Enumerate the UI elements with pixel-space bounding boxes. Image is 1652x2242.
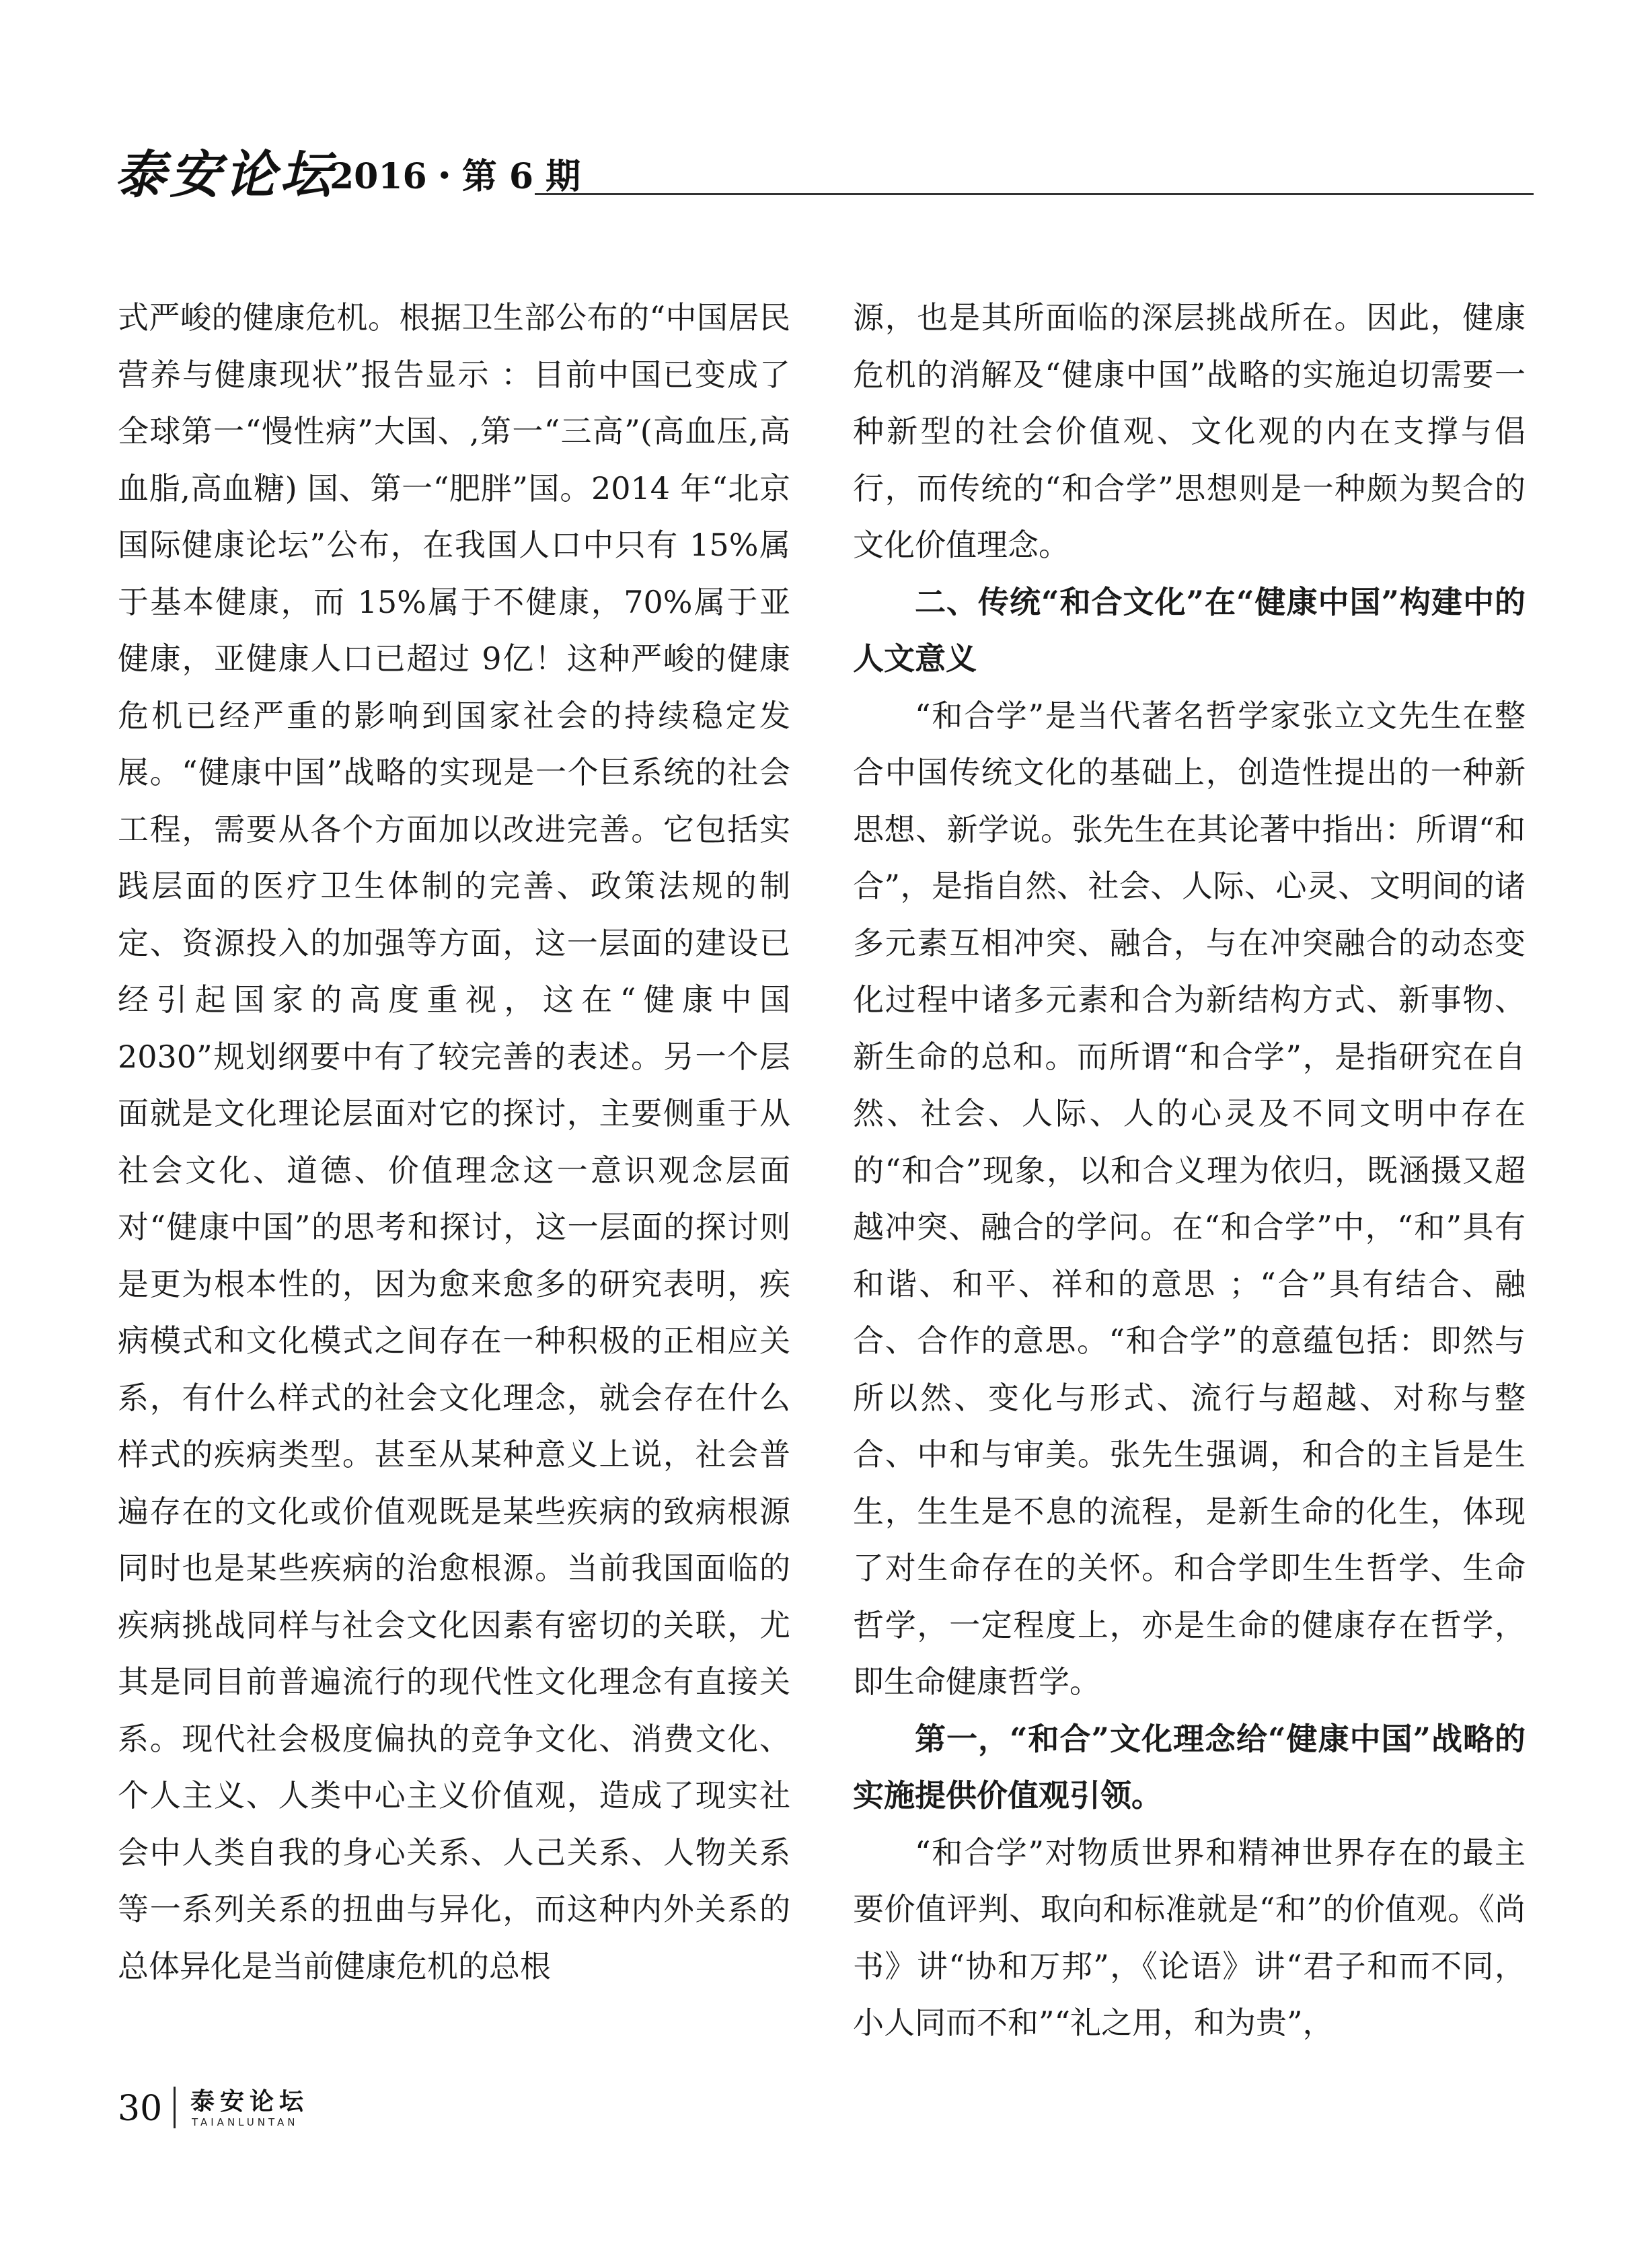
header-rule	[535, 193, 1534, 195]
footer-divider	[174, 2087, 176, 2128]
subsection-heading: 第一，“和合”文化理念给“健康中国”战略的实施提供价值观引领。	[853, 1720, 1526, 1814]
page-header	[114, 145, 1534, 205]
body-paragraph: 源，也是其所面临的深层挑战所在。因此，健康危机的消解及“健康中国”战略的实施迫切需要一种新型的社会价值观、文化观的内在支撑与倡行，而传统的“和合学”思想则是一种颇为契合的文化价值理念。	[853, 299, 1526, 563]
right-column	[853, 289, 1526, 2052]
footer-journal-name: 泰安论坛	[190, 2088, 309, 2116]
page-number: 30	[118, 2089, 163, 2129]
section-heading: 二、传统“和合文化”在“健康中国”构建中的人文意义	[853, 583, 1526, 677]
left-column	[118, 289, 790, 1994]
issue-label: 2016・第 6 期	[330, 156, 581, 197]
body-paragraph: 式严峻的健康危机。根据卫生部公布的“中国居民营养与健康现状”报告显示 ：目前中国已变成了全球第一“慢性病”大国、,第一“三高”(高血压,高血脂,高血糖) 国、第一“肥胖”国。2014 年“北京国际健康论坛”公布，在我国人口中只有 15%属于基本健康，而 15%属于不健康，70%属于亚健康，亚健康人口已超过 9亿！这种严峻的健康危机已经严重的影响到国家社会的持续稳定发展。“健康中国”战略的实现是一个巨系统的社会工程，需要从各个方面加以改进完善。它包括实践层面的医疗卫生体制的完善、政策法规的制定、资源投入的加强等方面，这一层面的建设已经引起国家的高度重视，这在“健康中国 2030”规划纲要中有了较完善的表述。另一个层面就是文化理论层面对它的探讨，主要侧重于从社会文化、道德、价值理念这一意识观念层面对“健康中国”的思考和探讨，这一层面的探讨则是更为根本性的，因为愈来愈多的研究表明，疾病模式和文化模式之间存在一种积极的正相应关系，有什么样式的社会文化理念，就会存在什么样式的疾病类型。甚至从某种意义上说，社会普遍存在的文化或价值观既是某些疾病的致病根源同时也是某些疾病的治愈根源。当前我国面临的疾病挑战同样与社会文化因素有密切的关联，尤其是同目前普遍流行的现代性文化理念有直接关系。现代社会极度偏执的竞争文化、消费文化、个人主义、人类中心主义价值观，造成了现实社会中人类自我的身心关系、人己关系、人物关系等一系列关系的扭曲与异化，而这种内外关系的总体异化是当前健康危机的总根	[118, 299, 790, 1984]
body-paragraph: “和合学”对物质世界和精神世界存在的最主要价值评判、取向和标准就是“和”的价值观。《尚书》讲“协和万邦”，《论语》讲“君子和而不同，小人同而不和”“礼之用，和为贵”，	[853, 1834, 1526, 2041]
journal-logo: 泰安论坛	[114, 145, 335, 204]
body-paragraph: “和合学”是当代著名哲学家张立文先生在整合中国传统文化的基础上，创造性提出的一种新思想、新学说。张先生在其论著中指出：所谓“和合”，是指自然、社会、人际、心灵、文明间的诸多元素互相冲突、融合，与在冲突融合的动态变化过程中诸多元素和合为新结构方式、新事物、新生命的总和。而所谓“和合学”，是指研究在自然、社会、人际、人的心灵及不同文明中存在的“和合”现象，以和合义理为依归，既涵摄又超越冲突、融合的学问。在“和合学”中，“和”具有和谐、和平、祥和的意思 ；“合”具有结合、融合、合作的意思。“和合学”的意蕴包括：即然与所以然、变化与形式、流行与超越、对称与整合、中和与审美。张先生强调，和合的主旨是生生，生生是不息的流程，是新生命的化生，体现了对生命存在的关怀。和合学即生生哲学、生命哲学，一定程度上，亦是生命的健康存在哲学，即生命健康哲学。	[853, 697, 1526, 1700]
footer-journal-name-en: TAIANLUNTAN	[192, 2116, 299, 2128]
